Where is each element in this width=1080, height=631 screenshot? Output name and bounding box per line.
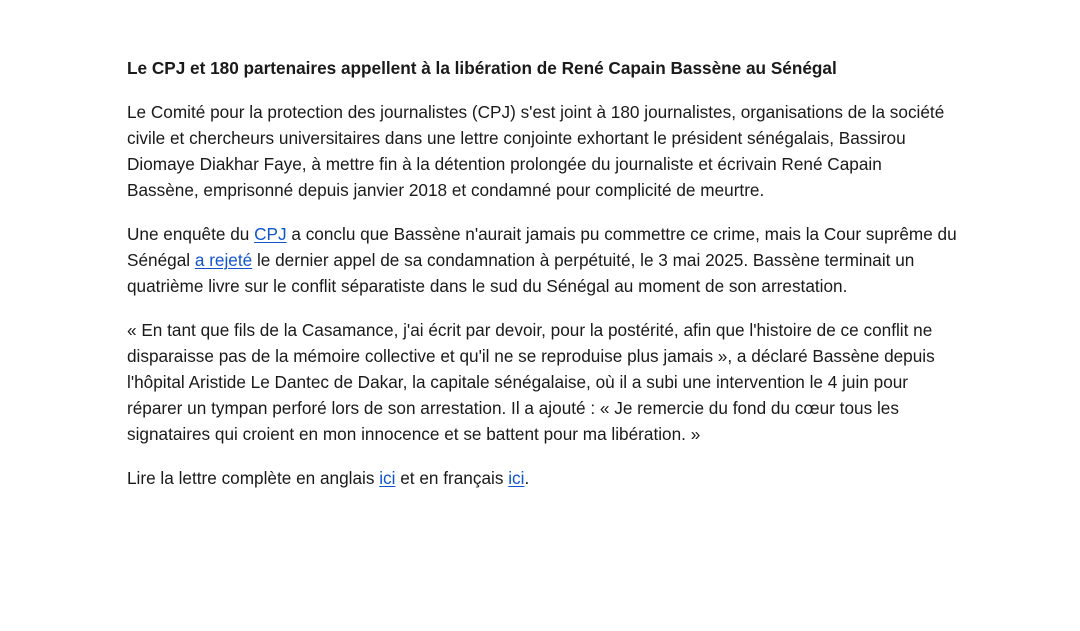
letter-english-link[interactable]: ici	[379, 468, 396, 488]
article	[127, 55, 957, 509]
paragraph-intro: Le Comité pour la protection des journalistes (CPJ) s'est joint à 180 journalistes, organisations de la société civile et chercheurs universitaires dans une lettre conjointe exhortant le président sénégalais, Bassirou Diomaye Diakhar Faye, à mettre fin à la détention prolongée du journaliste et écrivain René Capain Bassène, emprisonné depuis janvier 2018 et condamné pour complicité de meurtre.	[127, 102, 945, 200]
paragraph-text: Lire la lettre complète en anglais	[127, 468, 380, 488]
appeal-rejected-link[interactable]: a rejeté	[194, 250, 253, 270]
cpj-investigation-link[interactable]: CPJ	[254, 224, 287, 244]
paragraph-text: le dernier appel de sa condamnation à perpétuité, le 3 mai 2025. Bassène terminait un quatrième livre sur le conflit séparatiste dans le sud du Sénégal au moment de son arrestation.	[127, 250, 915, 296]
paragraph-text: .	[524, 468, 530, 488]
paragraph-text: Une enquête du	[127, 224, 255, 244]
paragraph-quote: « En tant que fils de la Casamance, j'ai écrit par devoir, pour la postérité, afin que l'histoire de ce conflit ne disparaisse pas de la mémoire collective et qu'il ne se reproduise plus jamais », a déclaré Bassène depuis l'hôpital Aristide Le Dantec de Dakar, la capitale sénégalaise, où il a subi une intervention le 4 juin pour réparer un tympan perforé lors de son arrestation. Il a ajouté : « Je remercie du fond du cœur tous les signataires qui croient en mon innocence et se battent pour ma libération. »	[127, 320, 935, 444]
paragraph-text: a conclu que Bassène n'aurait jamais pu commettre ce crime, mais la Cour suprême du Sénégal	[127, 224, 957, 270]
paragraph-text: et en français	[395, 468, 509, 488]
paragraph-investigation	[127, 221, 957, 299]
article-headline: Le CPJ et 180 partenaires appellent à la libération de René Capain Bassène au Sénégal	[127, 58, 837, 78]
paragraph-read-letter	[127, 465, 957, 491]
letter-french-link[interactable]: ici	[508, 468, 525, 488]
